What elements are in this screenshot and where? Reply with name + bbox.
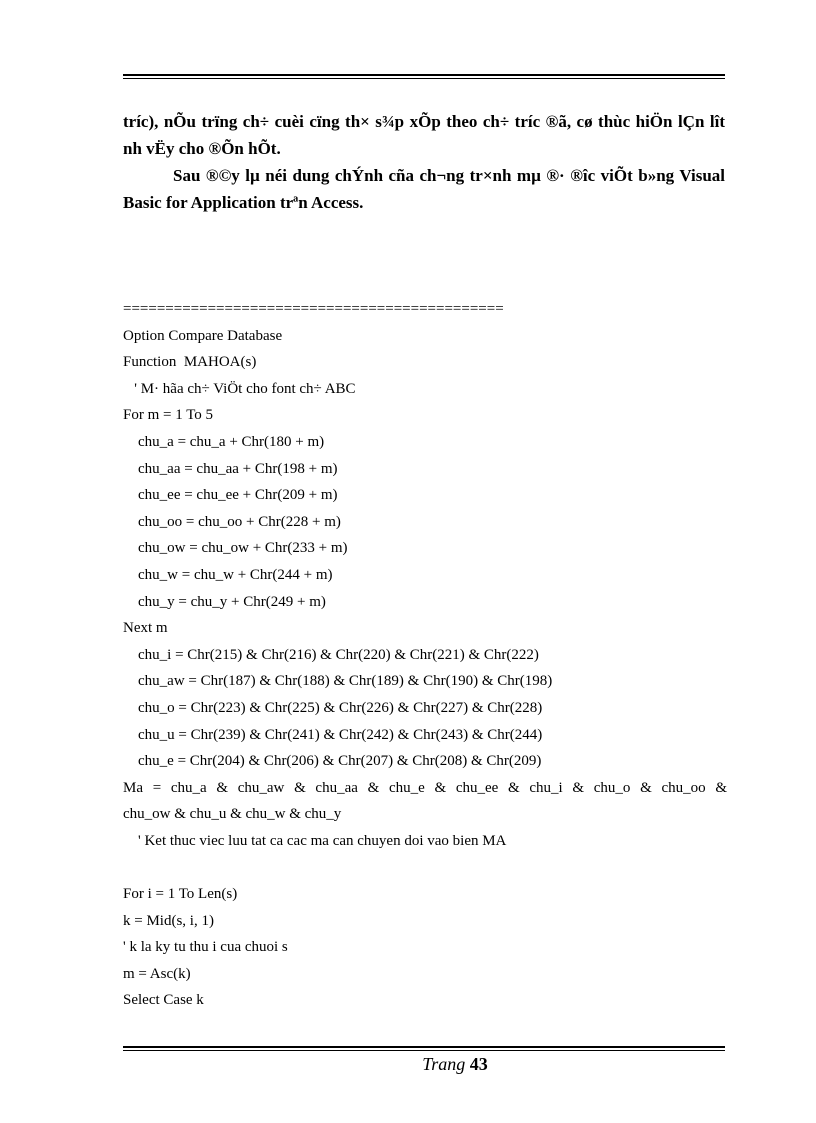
code-line: chu_o = Chr(223) & Chr(225) & Chr(226) & Chr(227) & Chr(228) xyxy=(123,699,543,716)
code-line: Next m xyxy=(123,620,168,637)
code-line: chu_e = Chr(204) & Chr(206) & Chr(207) & Chr(208) & Chr(209) xyxy=(123,753,542,770)
code-line: chu_w = chu_w + Chr(244 + m) xyxy=(123,566,333,583)
code-line: chu_oo = chu_oo + Chr(228 + m) xyxy=(123,513,341,530)
code-line: chu_u = Chr(239) & Chr(241) & Chr(242) & Chr(243) & Chr(244) xyxy=(123,726,543,743)
code-line: chu_aw = Chr(187) & Chr(188) & Chr(189) & Chr(190) & Chr(198) xyxy=(123,673,553,690)
code-line: chu_ow & chu_u & chu_w & chu_y xyxy=(123,806,342,823)
code-line: Function MAHOA(s) xyxy=(123,354,257,371)
code-line: chu_a = chu_a + Chr(180 + m) xyxy=(123,433,325,450)
code-line: m = Asc(k) xyxy=(123,965,191,982)
page-number: 43 xyxy=(469,1054,488,1074)
code-line: chu_aa = chu_aa + Chr(198 + m) xyxy=(123,460,338,477)
page-footer xyxy=(0,1052,816,1076)
code-line: k = Mid(s, i, 1) xyxy=(123,912,214,929)
code-comment: ' k la ky tu thu i cua chuoi s xyxy=(123,939,288,956)
paragraph: Sau ®©y lµ néi dung chÝnh cña ch¬ng tr×nh mµ ®· ®îc viÕt b»ng Visual Basic for Application trªn Access. xyxy=(123,166,725,212)
code-line: chu_ow = chu_ow + Chr(233 + m) xyxy=(123,540,348,557)
code-line: chu_y = chu_y + Chr(249 + m) xyxy=(123,593,326,610)
code-comment: ' Ket thuc viec luu tat ca cac ma can chuyen doi vao bien MA xyxy=(123,832,507,849)
code-line: chu_ee = chu_ee + Chr(209 + m) xyxy=(123,487,338,504)
code-line: Select Case k xyxy=(123,992,204,1009)
code-line: chu_i = Chr(215) & Chr(216) & Chr(220) & Chr(221) & Chr(222) xyxy=(123,646,539,663)
body-text xyxy=(123,108,725,216)
code-line: Option Compare Database xyxy=(123,327,283,344)
code-line: For i = 1 To Len(s) xyxy=(123,886,238,903)
page-label: Trang xyxy=(422,1054,466,1074)
code-block xyxy=(123,296,727,1014)
code-line: Ma = chu_a & chu_aw & chu_aa & chu_e & chu_ee & chu_i & chu_o & chu_oo & xyxy=(123,779,727,796)
header-rule xyxy=(123,74,725,79)
footer-rule xyxy=(123,1046,725,1051)
code-line: For m = 1 To 5 xyxy=(123,407,214,424)
paragraph: tríc), nÕu trïng ch÷ cuèi cïng th× s¾p xÕp theo ch÷ tríc ®ã, cø thùc hiÖn lÇn lît nh vËy cho ®Õn hÕt. xyxy=(123,112,725,158)
separator-line: ============================================= xyxy=(123,301,504,317)
blank-line xyxy=(123,854,727,881)
code-comment: ' M· hãa ch÷ ViÖt cho font ch÷ ABC xyxy=(123,380,356,397)
